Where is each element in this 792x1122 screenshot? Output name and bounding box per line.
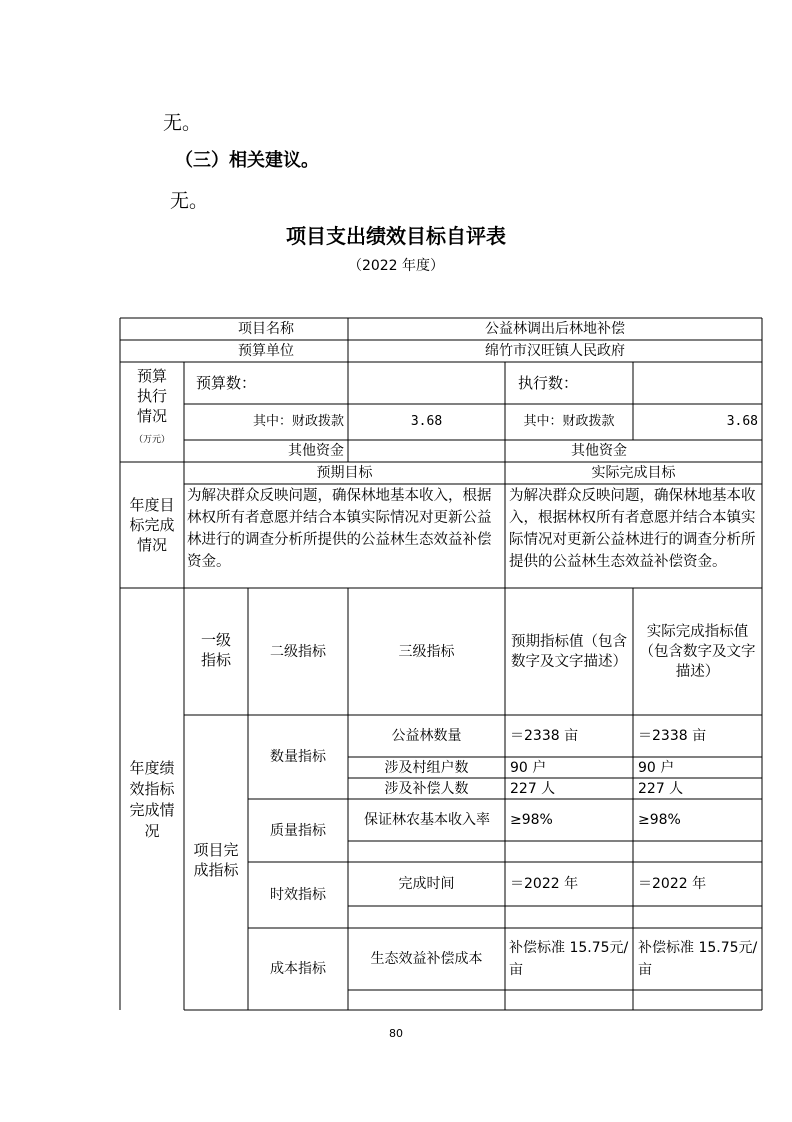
expected-goal-label: 预期目标 xyxy=(316,465,373,481)
quality-indicator-label: 质量指标 xyxy=(270,822,326,839)
cost-indicator-label: 成本指标 xyxy=(270,961,326,977)
indicator-row-4-actual: ≥98% xyxy=(638,812,681,828)
indicator-row-5-actual: ＝2022 年 xyxy=(638,876,707,892)
indicator-row-1-level3: 公益林数量 xyxy=(391,728,462,744)
annual-goal-label: 年度目标完成情况 xyxy=(129,496,175,554)
header-level1: 一级指标 xyxy=(200,631,231,669)
quantity-indicator-label: 数量指标 xyxy=(270,749,326,765)
intro-line-2: 无。 xyxy=(170,190,209,212)
header-actual: 实际完成指标值（包含数字及文字描述） xyxy=(639,623,756,680)
budget-exec-label xyxy=(122,366,182,450)
indicator-row-4-level3: 保证林农基本收入率 xyxy=(364,811,490,828)
indicator-row-4-expected: ≥98% xyxy=(510,812,553,828)
indicator-row-3-expected: 227 人 xyxy=(510,780,556,797)
project-name-value: 公益林调出后林地补偿 xyxy=(485,321,625,337)
intro-line-1: 无。 xyxy=(163,112,202,134)
indicator-row-1-expected: ＝2338 亩 xyxy=(510,728,579,744)
indicator-row-6-expected: 补偿标准 15.75元/亩 xyxy=(509,940,629,978)
budget-unit-label: 预算单位 xyxy=(238,343,294,359)
header-level3: 三级指标 xyxy=(398,643,455,660)
annual-perf-label: 年度绩效指标完成情况 xyxy=(129,759,175,840)
indicator-row-5-expected: ＝2022 年 xyxy=(510,876,579,892)
table-year: （2022 年度） xyxy=(347,258,445,274)
indicator-row-5-level3: 完成时间 xyxy=(398,876,455,892)
indicator-row-1-actual: ＝2338 亩 xyxy=(638,728,707,744)
budget-exec-label-text: 预算执行情况 xyxy=(136,367,167,425)
table-title: 项目支出绩效目标自评表 xyxy=(286,224,506,248)
header-expected: 预期指标值（包含数字及文字描述） xyxy=(511,633,627,670)
actual-goal-label: 实际完成目标 xyxy=(591,465,676,481)
fiscal-value-1: 3.68 xyxy=(410,414,443,429)
actual-goal-text: 为解决群众反映问题，确保林地基本收入，根据林权所有者意愿并结合本镇实际情况对更新公益林进行的调查分析所提供的公益林生态效益补偿资金。 xyxy=(509,488,756,570)
budget-count-label: 预算数： xyxy=(196,374,257,392)
budget-unit-value: 绵竹市汉旺镇人民政府 xyxy=(485,343,625,359)
indicator-row-2-expected: 90 户 xyxy=(510,759,547,776)
expected-goal-text: 为解决群众反映问题，确保林地基本收入，根据林权所有者意愿并结合本镇实际情况对更新公益林进行的调查分析所提供的公益林生态效益补偿资金。 xyxy=(187,488,492,570)
timeliness-indicator-label: 时效指标 xyxy=(270,887,326,903)
wan-unit-label: （万元） xyxy=(133,435,170,445)
indicator-row-6-level3: 生态效益补偿成本 xyxy=(370,951,483,967)
section-heading: （三）相关建议。 xyxy=(175,150,319,171)
other-funds-label-2: 其他资金 xyxy=(571,443,627,459)
other-funds-label-1: 其他资金 xyxy=(288,443,344,459)
indicator-row-3-level3: 涉及补偿人数 xyxy=(384,780,469,797)
project-name-label: 项目名称 xyxy=(238,321,294,337)
project-completion-label: 项目完成指标 xyxy=(193,841,239,879)
fiscal-label-2: 其中：财政拨款 xyxy=(523,414,615,429)
exec-count-label: 执行数： xyxy=(518,374,579,392)
indicator-row-2-level3: 涉及村组户数 xyxy=(384,759,469,776)
indicator-row-6-actual: 补偿标准 15.75元/亩 xyxy=(638,940,758,978)
fiscal-label-1: 其中：财政拨款 xyxy=(252,414,344,429)
page-number: 80 xyxy=(389,1027,403,1040)
fiscal-value-2: 3.68 xyxy=(726,414,758,429)
indicator-row-2-actual: 90 户 xyxy=(638,759,675,776)
indicator-row-3-actual: 227 人 xyxy=(638,780,684,797)
header-level2: 二级指标 xyxy=(270,643,326,660)
